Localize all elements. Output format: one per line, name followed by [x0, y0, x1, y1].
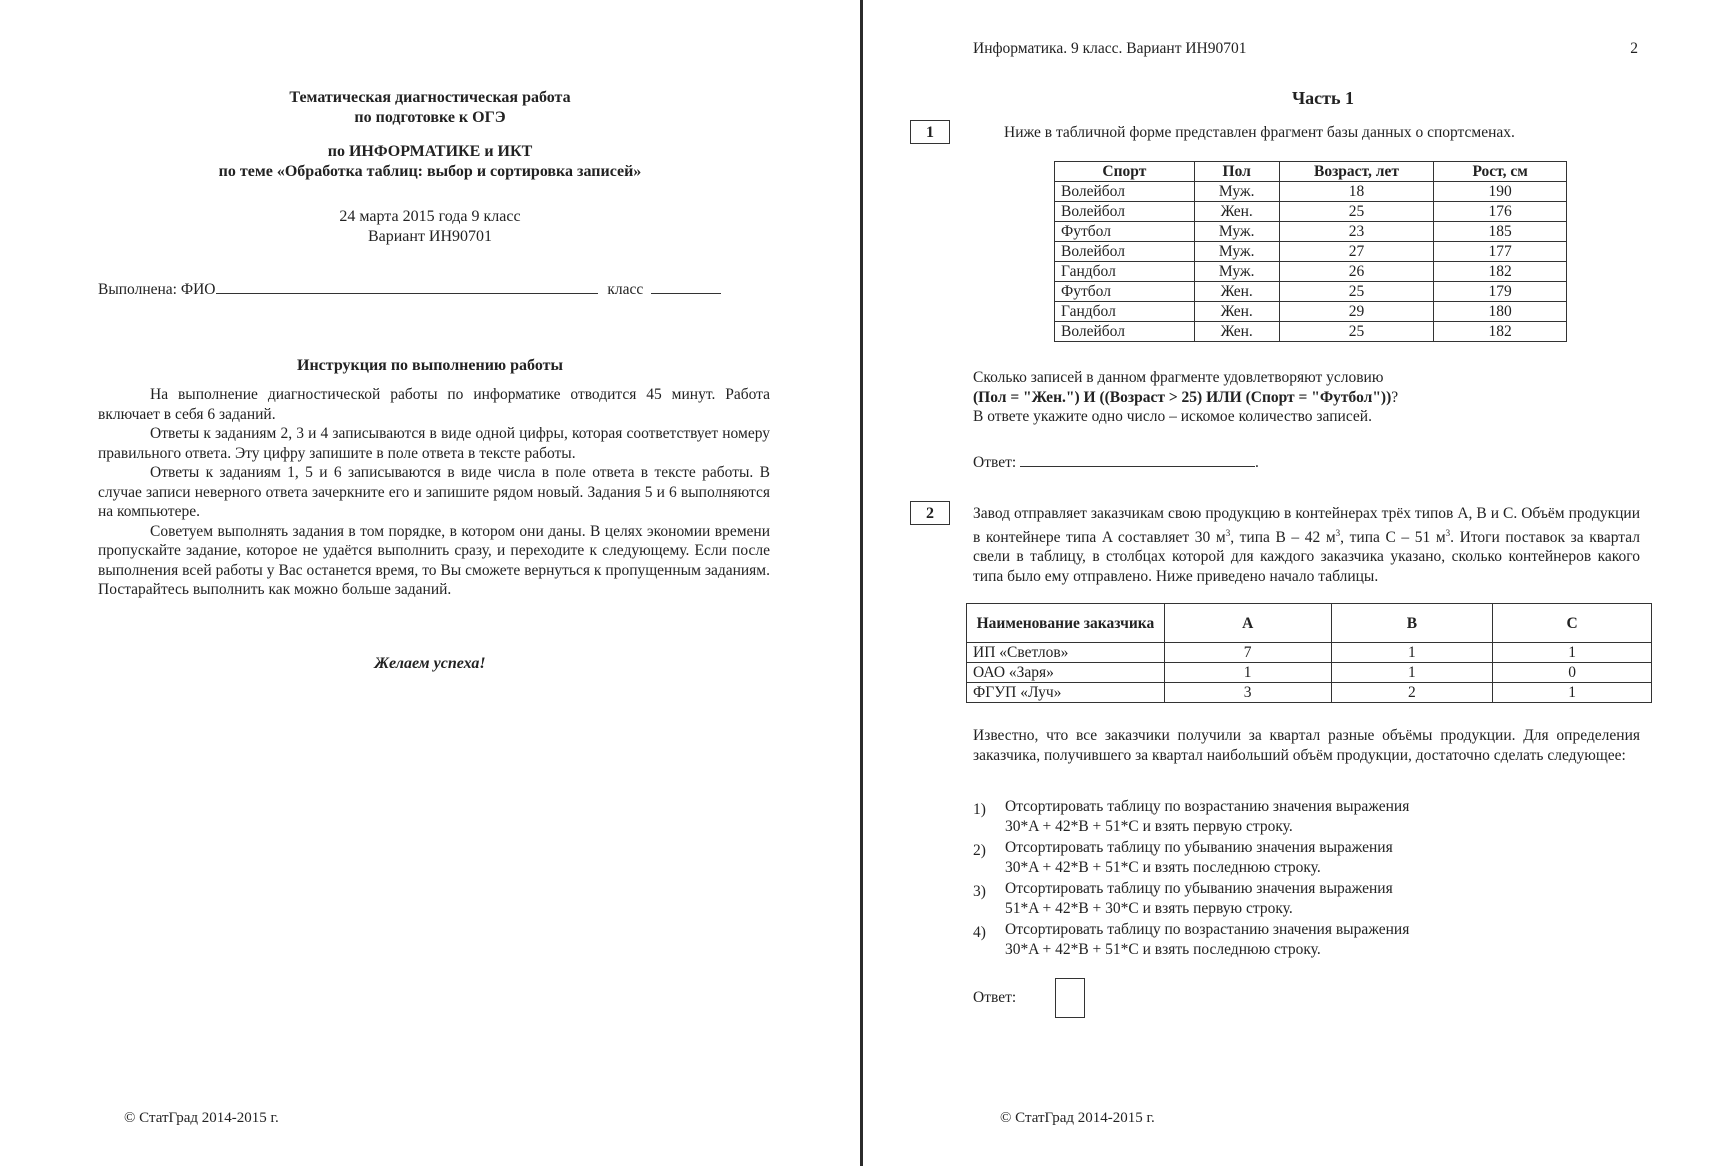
- instruction-paragraph: Ответы к заданиям 2, 3 и 4 записываются в виде одной цифры, которая соответствует номеру правильного ответа. Эту цифру запишите в поле ответа в тексте работы.: [98, 425, 770, 462]
- task-2-after-text: Известно, что все заказчики получили за квартал разные объёмы продукции. Для определения заказчика, получившего за квартал наибольший объём продукции, достаточно сделать следующее:: [973, 727, 1640, 764]
- table-cell: Гандбол: [1055, 262, 1195, 282]
- left-copyright: © СтатГрад 2014-2015 г.: [124, 1110, 279, 1126]
- variant-line: Вариант ИН90701: [367, 228, 493, 245]
- table-row: [1055, 262, 1567, 282]
- task-1-intro: Ниже в табличной форме представлен фрагмент базы данных о спортсменах.: [1004, 124, 1515, 141]
- right-page: [863, 0, 1722, 1166]
- table-cell: 176: [1434, 202, 1567, 222]
- topic-line: по теме «Обработка таблиц: выбор и сортировка записей»: [218, 163, 642, 180]
- question-line: В ответе укажите одно число – искомое количество записей.: [973, 408, 1372, 425]
- table-cell: Волейбол: [1055, 202, 1195, 222]
- table-cell: 180: [1434, 302, 1567, 322]
- table-cell: ИП «Светлов»: [967, 643, 1165, 663]
- option-line: Отсортировать таблицу по возрастанию значения выражения: [1005, 921, 1410, 938]
- superscript: 3: [1225, 527, 1231, 538]
- table-row: [1055, 182, 1567, 202]
- table-cell: 25: [1279, 322, 1434, 342]
- option-line: 30*A + 42*B + 51*C и взять первую строку.: [1005, 817, 1293, 835]
- page-number: 2: [1630, 40, 1638, 57]
- task-2-text-part: , типа C – 51 м: [1340, 528, 1446, 546]
- customers-table: [966, 603, 1652, 703]
- title-line-2: по подготовке к ОГЭ: [354, 109, 506, 126]
- table-cell: 185: [1434, 222, 1567, 242]
- table-cell: 25: [1279, 282, 1434, 302]
- task-2-text-part: Завод отправляет заказчикам свою продукцию в контейнерах трёх типов A, B и C. Объём продукции в контейнере типа A составляет 30 м: [973, 505, 1640, 546]
- table-cell: 182: [1434, 322, 1567, 342]
- table-header-row: [967, 604, 1652, 643]
- table-cell: 27: [1279, 242, 1434, 262]
- left-page: [0, 0, 860, 1166]
- table-cell: Муж.: [1194, 262, 1279, 282]
- table-cell: 177: [1434, 242, 1567, 262]
- table-cell: 3: [1164, 683, 1331, 703]
- option-item[interactable]: [973, 838, 1613, 877]
- column-header: C: [1493, 604, 1652, 643]
- table-row: [967, 643, 1652, 663]
- athletes-table: [1054, 161, 1567, 342]
- column-header: Рост, см: [1434, 162, 1567, 182]
- task-2-text: [973, 504, 1640, 586]
- table-cell: Волейбол: [1055, 242, 1195, 262]
- instruction-title: Инструкция по выполнению работы: [297, 357, 563, 374]
- table-cell: 2: [1331, 683, 1493, 703]
- table-cell: 7: [1164, 643, 1331, 663]
- column-header: Спорт: [1055, 162, 1195, 182]
- table-cell: 0: [1493, 663, 1652, 683]
- option-line: 51*A + 42*B + 30*C и взять первую строку.: [1005, 899, 1293, 917]
- table-row: [1055, 322, 1567, 342]
- table-cell: Муж.: [1194, 222, 1279, 242]
- table-cell: ФГУП «Луч»: [967, 683, 1165, 703]
- table-row: [967, 683, 1652, 703]
- table-cell: 18: [1279, 182, 1434, 202]
- task-1-answer: [973, 452, 1259, 473]
- fio-line: [98, 277, 798, 299]
- task-1-question: [973, 368, 1653, 427]
- superscript: 3: [1335, 527, 1341, 538]
- table-cell: Жен.: [1194, 282, 1279, 302]
- table-cell: 23: [1279, 222, 1434, 242]
- answer-label: Ответ:: [973, 454, 1017, 471]
- table-cell: 190: [1434, 182, 1567, 202]
- part-title: Часть 1: [1291, 88, 1355, 108]
- option-line: 30*A + 42*B + 51*C и взять последнюю строку.: [1005, 940, 1321, 958]
- task-2-text-part: , типа B – 42 м: [1230, 528, 1336, 546]
- task-2-number: 2: [910, 501, 950, 525]
- table-cell: Волейбол: [1055, 182, 1195, 202]
- table-cell: 1: [1493, 643, 1652, 663]
- right-copyright: © СтатГрад 2014-2015 г.: [1000, 1110, 1155, 1126]
- table-header-row: [1055, 162, 1567, 182]
- column-header: Возраст, лет: [1279, 162, 1434, 182]
- table-row: [967, 663, 1652, 683]
- table-row: [1055, 302, 1567, 322]
- condition-expression: (Пол = "Жен.") И ((Возраст > 25) ИЛИ (Спорт = "Футбол")): [973, 388, 1392, 406]
- option-number: 2): [973, 842, 986, 859]
- option-line: 30*A + 42*B + 51*C и взять последнюю строку.: [1005, 858, 1321, 876]
- date-line: 24 марта 2015 года 9 класс: [339, 208, 521, 225]
- table-cell: 1: [1331, 663, 1493, 683]
- table-cell: Муж.: [1194, 242, 1279, 262]
- table-cell: ОАО «Заря»: [967, 663, 1165, 683]
- option-number: 1): [973, 801, 986, 818]
- header-title: Информатика. 9 класс. Вариант ИН90701: [973, 40, 1247, 57]
- column-header: Наименование заказчика: [967, 604, 1165, 643]
- table-cell: Жен.: [1194, 302, 1279, 322]
- task-2-answer-box[interactable]: [1055, 978, 1085, 1018]
- title-block: [90, 88, 770, 182]
- column-header: A: [1164, 604, 1331, 643]
- column-header: Пол: [1194, 162, 1279, 182]
- table-cell: 26: [1279, 262, 1434, 282]
- table-cell: 29: [1279, 302, 1434, 322]
- option-item[interactable]: [973, 797, 1613, 836]
- instruction-paragraph: Советуем выполнять задания в том порядке, в котором они даны. В целях экономии времени пропускайте задание, которое не удаётся выполнить сразу, и переходите к следующему. Если после выполнения всей работы у Вас останется время, то Вы сможете вернуться к пропущенным заданиям. Постарайтесь выполнить как можно больше заданий.: [98, 522, 770, 598]
- date-block: [90, 207, 770, 247]
- column-header: B: [1331, 604, 1493, 643]
- table-cell: Жен.: [1194, 322, 1279, 342]
- table-cell: Футбол: [1055, 222, 1195, 242]
- fio-label: Выполнена: ФИО: [98, 281, 216, 298]
- table-cell: 1: [1493, 683, 1652, 703]
- task-2-answer-label: Ответ:: [973, 989, 1017, 1006]
- task-2-text-part: . Итоги поставок за квартал свели в таблицу, в столбцах которой для каждого заказчика указано, сколько контейнеров какого типа было ему отправлено. Ниже приведено начало таблицы.: [973, 528, 1641, 585]
- table-cell: 25: [1279, 202, 1434, 222]
- option-line: Отсортировать таблицу по убыванию значения выражения: [1005, 839, 1393, 856]
- option-line: Отсортировать таблицу по убыванию значения выражения: [1005, 880, 1393, 897]
- question-line: Сколько записей в данном фрагменте удовлетворяют условию: [973, 369, 1384, 386]
- instruction-paragraph: На выполнение диагностической работы по информатике отводится 45 минут. Работа включает в себя 6 заданий.: [98, 386, 770, 423]
- table-row: [1055, 202, 1567, 222]
- superscript: 3: [1445, 527, 1451, 538]
- option-line: Отсортировать таблицу по возрастанию значения выражения: [1005, 798, 1410, 815]
- answer-options: [973, 797, 1613, 961]
- table-row: [1055, 282, 1567, 302]
- table-cell: Волейбол: [1055, 322, 1195, 342]
- task-1-answer-input[interactable]: [1020, 452, 1255, 467]
- task-1-number: 1: [910, 120, 950, 144]
- table-cell: Гандбол: [1055, 302, 1195, 322]
- subject-line: по ИНФОРМАТИКЕ и ИКТ: [327, 143, 533, 160]
- table-row: [1055, 222, 1567, 242]
- good-luck: Желаем успеха!: [374, 655, 486, 672]
- table-cell: 1: [1331, 643, 1493, 663]
- question-mark: ?: [1391, 388, 1399, 406]
- page-header: [973, 40, 1638, 58]
- class-label: класс: [607, 281, 644, 298]
- fio-input[interactable]: [216, 277, 598, 294]
- table-cell: 179: [1434, 282, 1567, 302]
- title-line-1: Тематическая диагностическая работа: [289, 89, 571, 106]
- table-cell: Футбол: [1055, 282, 1195, 302]
- class-input[interactable]: [651, 277, 721, 294]
- answer-end: .: [1255, 454, 1259, 471]
- instruction-paragraph: Ответы к заданиям 1, 5 и 6 записываются в виде числа в поле ответа в тексте работы. В случае записи неверного ответа зачеркните его и запишите рядом новый. Задания 5 и 6 выполняются на компьютере.: [98, 464, 770, 520]
- option-number: 4): [973, 924, 986, 941]
- table-cell: 182: [1434, 262, 1567, 282]
- table-row: [1055, 242, 1567, 262]
- option-item[interactable]: [973, 879, 1613, 918]
- table-cell: Жен.: [1194, 202, 1279, 222]
- table-cell: 1: [1164, 663, 1331, 683]
- option-number: 3): [973, 883, 986, 900]
- instructions-text: [98, 385, 770, 600]
- table-cell: Муж.: [1194, 182, 1279, 202]
- option-item[interactable]: [973, 920, 1613, 959]
